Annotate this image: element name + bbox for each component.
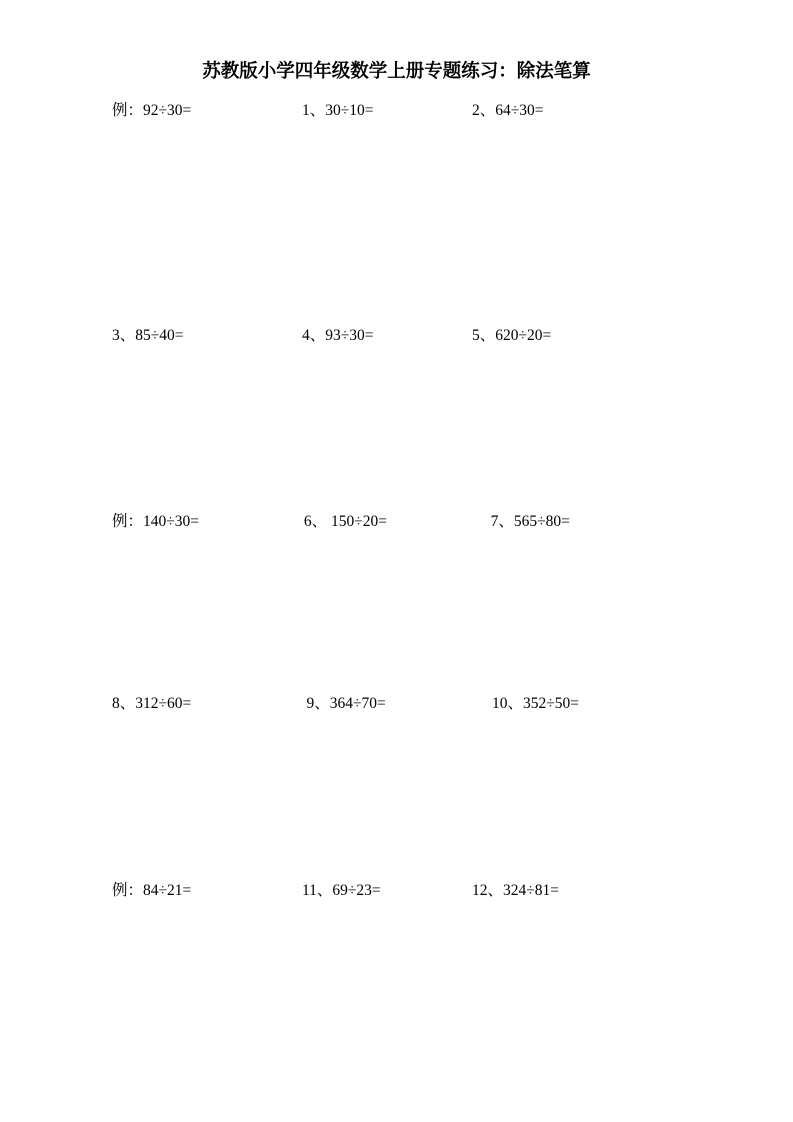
problem-row	[112, 511, 682, 533]
problem-item: 例：92÷30=	[112, 102, 192, 119]
problem-item: 12、324÷81=	[472, 881, 559, 899]
problem-item: 6、 150÷20=	[303, 513, 387, 531]
problem-item: 10、352÷50=	[492, 695, 579, 713]
problem-row	[112, 693, 682, 715]
problem-item: 7、565÷80=	[490, 513, 570, 531]
problem-grid	[112, 100, 682, 901]
problem-item: 11、69÷23=	[302, 881, 381, 899]
problem-item: 5、620÷20=	[472, 326, 552, 344]
work-space	[112, 346, 682, 511]
problem-item: 1、30÷10=	[302, 102, 374, 119]
problem-item: 9、364÷70=	[306, 695, 386, 713]
problem-item: 8、312÷60=	[112, 695, 192, 713]
problem-item: 3、85÷40=	[112, 326, 184, 344]
problem-row	[112, 100, 682, 122]
problem-item: 例：84÷21=	[112, 881, 192, 899]
problem-row	[112, 325, 682, 347]
problem-item: 4、93÷30=	[302, 326, 374, 344]
work-space	[112, 122, 682, 325]
problem-row	[112, 880, 682, 902]
problem-item: 2、64÷30=	[472, 102, 544, 119]
work-space	[112, 715, 682, 880]
page-title: 苏教版小学四年级数学上册专题练习：除法笔算	[202, 61, 591, 82]
problem-item: 例：140÷30=	[112, 513, 199, 531]
work-space	[112, 533, 682, 693]
